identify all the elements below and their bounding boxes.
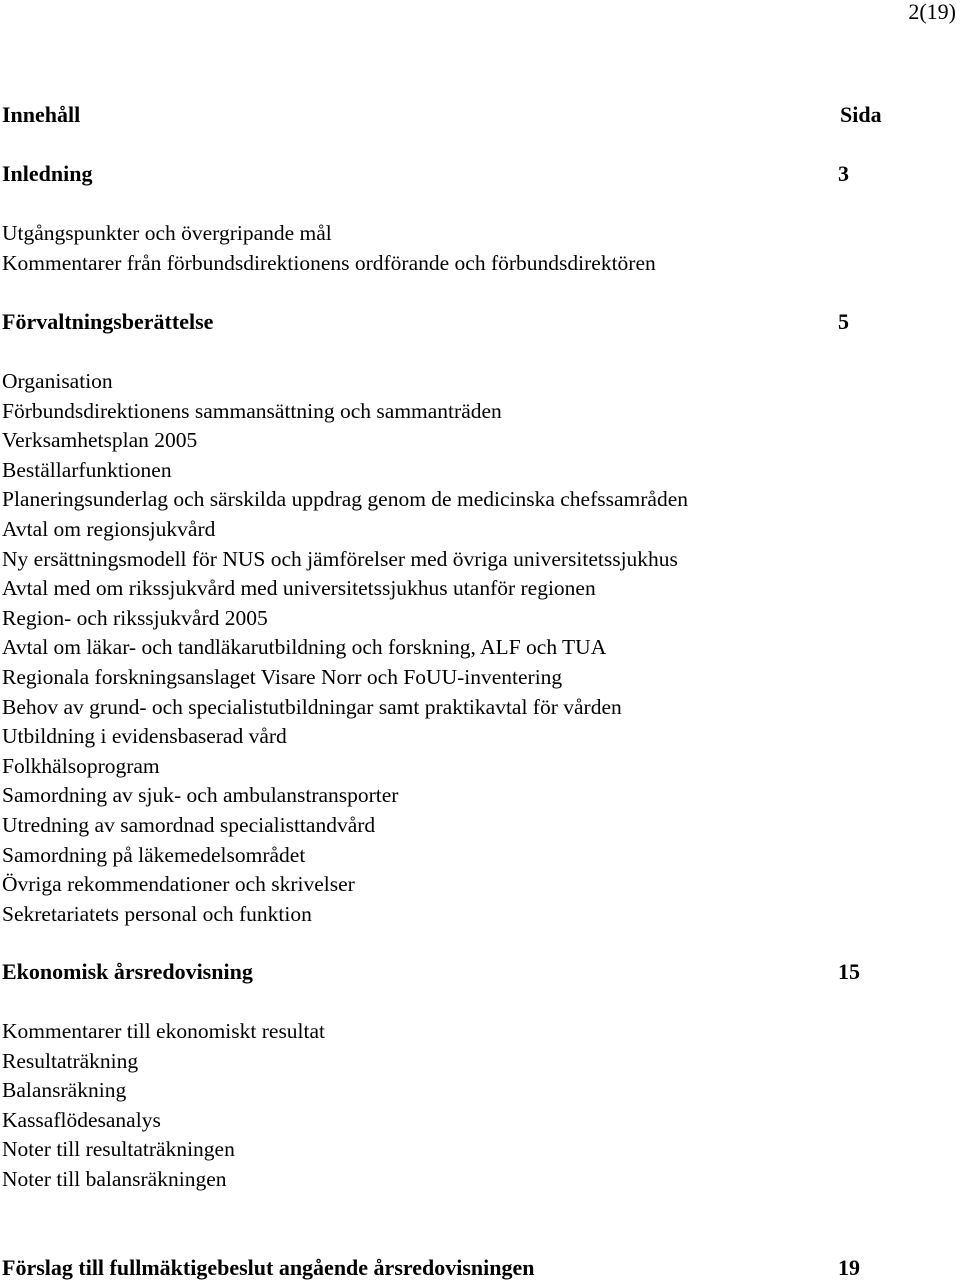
list-item[interactable]: Planeringsunderlag och särskilda uppdrag genom de medicinska chefssamråden [2, 487, 688, 512]
list-item[interactable]: Utgångspunkter och övergripande mål [2, 221, 332, 245]
list-item[interactable]: Balansräkning [2, 1078, 127, 1103]
list-item[interactable]: Behov av grund- och specialistutbildningar samt praktikavtal för vården [2, 694, 622, 719]
list-item[interactable]: Regionala forskningsanslaget Visare Norr och FoUU-inventering [2, 664, 563, 689]
section-title: Ekonomisk årsredovisning [2, 959, 253, 984]
list-item[interactable]: Samordning på läkemedelsområdet [2, 842, 306, 867]
list-item[interactable]: Kommentarer från förbundsdirektionens ordförande och förbundsdirektören [2, 250, 656, 275]
list-item[interactable]: Övriga rekommendationer och skrivelser [2, 872, 355, 897]
list-item[interactable]: Avtal om läkar- och tandläkarutbildning och forskning, ALF och TUA [2, 635, 607, 660]
section-items-ekonomisk-arsredovisning [2, 1017, 325, 1195]
list-item[interactable]: Utredning av samordnad specialisttandvård [2, 812, 376, 837]
list-item[interactable]: Region- och rikssjukvård 2005 [2, 605, 268, 630]
list-item[interactable]: Verksamhetsplan 2005 [2, 428, 198, 453]
list-item[interactable]: Kassaflödesanalys [2, 1107, 161, 1132]
list-item[interactable]: Resultaträkning [2, 1048, 139, 1073]
list-item[interactable]: Ny ersättningsmodell för NUS och jämförelser med övriga universitetssjukhus [2, 546, 678, 571]
section-page-number: 15 [838, 959, 860, 984]
section-items-inledning [2, 219, 656, 278]
section-page-number: 19 [838, 1255, 860, 1280]
list-item[interactable]: Utbildning i evidensbaserad vård [2, 724, 287, 749]
page-number: 2(19) [908, 0, 956, 24]
list-item[interactable]: Kommentarer till ekonomiskt resultat [2, 1019, 326, 1043]
section-page-number: 3 [838, 161, 849, 186]
page-column-label: Sida [840, 102, 882, 127]
list-item[interactable]: Beställarfunktionen [2, 457, 172, 482]
toc-title: Innehåll [2, 102, 81, 127]
section-title: Förvaltningsberättelse [2, 309, 214, 334]
list-item[interactable]: Samordning av sjuk- och ambulanstransporter [2, 783, 399, 808]
list-item[interactable]: Noter till resultaträkningen [2, 1137, 235, 1162]
list-item[interactable]: Förbundsdirektionens sammansättning och sammanträden [2, 398, 502, 423]
list-item[interactable]: Sekretariatets personal och funktion [2, 901, 312, 926]
list-item[interactable]: Noter till balansräkningen [2, 1166, 227, 1191]
list-item[interactable]: Avtal om regionsjukvård [2, 516, 216, 541]
section-items-forvaltningsberattelse [2, 367, 688, 929]
section-title: Inledning [2, 161, 93, 186]
list-item[interactable]: Organisation [2, 369, 113, 393]
list-item[interactable]: Avtal med om rikssjukvård med universitetssjukhus utanför regionen [2, 576, 596, 601]
section-page-number: 5 [838, 309, 849, 334]
section-title: Förslag till fullmäktigebeslut angående årsredovisningen [2, 1255, 535, 1280]
list-item[interactable]: Folkhälsoprogram [2, 753, 160, 778]
